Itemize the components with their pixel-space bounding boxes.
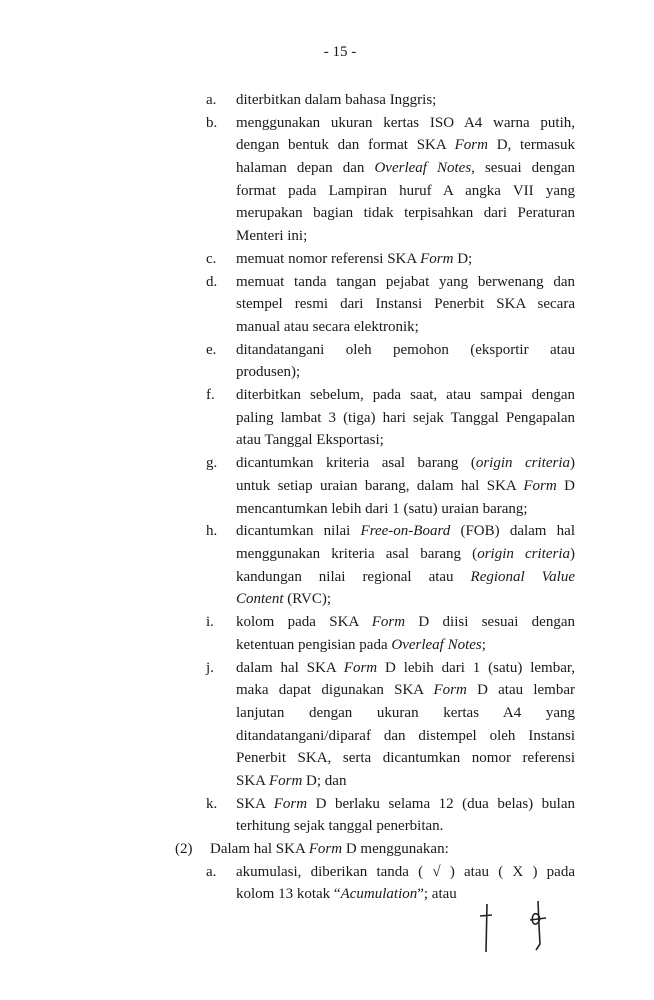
text-segment: ketentuan pengisian pada	[236, 636, 392, 653]
text-segment: )	[570, 455, 575, 472]
text-line	[236, 747, 575, 770]
italic-term: Form	[273, 795, 308, 812]
text-segment: kandungan nilai regional atau	[236, 568, 471, 585]
list-item-text	[236, 452, 575, 520]
text-line	[236, 225, 575, 248]
text-segment: atau Tanggal Eksportasi;	[236, 432, 384, 449]
text-segment: menggunakan ukuran kertas ISO A4 warna putih,	[236, 114, 575, 131]
text-segment: D diisi sesuai dengan	[405, 614, 575, 631]
list-item-label: e.	[206, 341, 217, 358]
text-line	[236, 793, 575, 816]
list-item-label: i.	[206, 614, 214, 631]
list-item-text	[236, 611, 575, 656]
list-item-label: b.	[206, 114, 218, 131]
text-segment: D	[556, 477, 575, 494]
text-segment: D berlaku selama 12 (dua belas) bulan	[307, 795, 576, 812]
text-line	[236, 248, 575, 271]
text-line	[236, 657, 575, 680]
text-line	[236, 770, 575, 793]
italic-term: Form	[454, 137, 488, 154]
text-segment: diterbitkan dalam bahasa Inggris;	[236, 92, 437, 108]
text-line	[210, 838, 575, 861]
text-segment: D, termasuk	[487, 137, 575, 154]
text-line	[236, 498, 575, 521]
list-item-label: (2)	[175, 841, 193, 858]
text-line	[236, 634, 575, 657]
text-line	[236, 384, 575, 407]
text-segment: D;	[453, 250, 473, 267]
list-item-text	[236, 112, 575, 248]
text-line	[236, 702, 575, 725]
text-line	[236, 134, 575, 157]
text-line	[236, 407, 575, 430]
text-line	[236, 89, 575, 112]
list-item-label: c.	[206, 250, 217, 267]
text-line	[236, 725, 575, 748]
text-segment: (FOB) dalam hal	[450, 523, 575, 540]
text-segment: dalam hal SKA	[236, 659, 344, 676]
text-segment: D atau lembar	[466, 682, 575, 699]
italic-term: Overleaf Notes	[391, 636, 482, 653]
text-line	[236, 520, 575, 543]
page-number: - 15 -	[323, 44, 357, 60]
text-segment: akumulasi, diberikan tanda ( √ ) atau ( X ) pada	[236, 863, 575, 880]
list-item-text	[236, 657, 575, 793]
text-segment: diterbitkan sebelum, pada saat, atau sampai dengan	[236, 387, 575, 404]
italic-term: Form	[420, 250, 454, 267]
italic-term: Regional Value	[470, 568, 575, 585]
text-segment: )	[570, 545, 576, 562]
text-segment: halaman depan dan	[236, 160, 375, 177]
text-segment: Penerbit SKA, serta dicantumkan nomor referensi	[236, 750, 575, 767]
text-line	[236, 815, 575, 838]
italic-term: Form	[433, 682, 467, 699]
list-item-text	[236, 248, 575, 271]
list-item-text	[236, 520, 575, 611]
list-item-label: j.	[206, 659, 214, 676]
italic-term: Acumulation	[340, 886, 418, 903]
text-segment: , sesuai dengan	[471, 160, 575, 177]
text-line	[236, 112, 575, 135]
italic-term: origin criteria	[477, 545, 571, 562]
text-segment: dicantumkan nilai	[236, 523, 361, 540]
text-segment: dicantumkan kriteria asal barang (	[236, 455, 476, 472]
text-segment: mencantumkan lebih dari 1 (satu) uraian barang;	[236, 500, 528, 517]
text-segment: SKA	[236, 795, 274, 812]
text-segment: ;	[481, 636, 486, 653]
text-segment: SKA	[236, 772, 269, 789]
text-line	[236, 543, 575, 566]
text-line	[236, 180, 575, 203]
text-line	[236, 611, 575, 634]
text-segment: merupakan bagian tidak terpisahkan dari Peraturan	[236, 205, 575, 222]
text-line	[236, 861, 575, 884]
list-item-label: f.	[206, 387, 215, 404]
list-item-label: a.	[206, 92, 217, 108]
initials-signature	[470, 900, 580, 960]
text-segment: paling lambat 3 (tiga) hari sejak Tanggal Pengapalan	[236, 409, 575, 426]
text-segment: manual atau secara elektronik;	[236, 318, 419, 335]
text-segment: menggunakan kriteria asal barang (	[236, 545, 478, 562]
text-line	[236, 157, 575, 180]
list-item-text	[236, 339, 575, 384]
list-item-label: g.	[206, 455, 218, 472]
text-segment: ditandatangani/diparaf dan distempel oleh Instansi	[236, 727, 575, 744]
text-line	[236, 588, 575, 611]
text-line	[236, 339, 575, 362]
list-item-label: h.	[206, 523, 218, 540]
text-segment: memuat tanda tangan pejabat yang berwenang dan	[236, 273, 575, 290]
text-line	[236, 429, 575, 452]
text-line	[236, 452, 575, 475]
text-segment: produsen);	[236, 364, 301, 381]
text-segment: memuat nomor referensi SKA	[236, 250, 421, 267]
list-item-text	[236, 384, 575, 452]
text-segment: dengan bentuk dan format SKA	[236, 137, 455, 154]
text-line	[236, 271, 575, 294]
text-line	[236, 293, 575, 316]
text-segment: kolom 13 kotak “	[236, 886, 341, 903]
text-segment: terhitung sejak tanggal penerbitan.	[236, 818, 444, 835]
text-segment: lanjutan dengan ukuran kertas A4 yang	[236, 704, 575, 721]
italic-term: Form	[308, 841, 343, 858]
text-line	[236, 475, 575, 498]
italic-term: Form	[523, 477, 557, 494]
italic-term: Form	[343, 659, 378, 676]
list-item-label: k.	[206, 795, 218, 812]
list-item-text	[236, 271, 575, 339]
text-segment: format pada Lampiran huruf A angka VII yang	[236, 182, 575, 199]
list-item-label: d.	[206, 273, 218, 290]
italic-term: Overleaf Notes	[374, 160, 472, 177]
italic-term: Form	[371, 614, 406, 631]
italic-term: Form	[268, 772, 303, 789]
text-segment: ditandatangani oleh pemohon (eksportir atau	[236, 341, 575, 358]
text-segment: ”; atau	[417, 886, 457, 903]
text-line	[236, 316, 575, 339]
text-segment: Menteri ini;	[236, 228, 308, 245]
list-item-text	[210, 838, 575, 861]
text-segment: untuk setiap uraian barang, dalam hal SKA	[236, 477, 524, 494]
italic-term: Content	[236, 591, 284, 608]
text-segment: maka dapat digunakan SKA	[236, 682, 434, 699]
list-item-text	[236, 89, 575, 112]
list-item-label: a.	[206, 863, 217, 880]
text-line	[236, 202, 575, 225]
text-line	[236, 361, 575, 384]
italic-term: origin criteria	[475, 455, 570, 472]
text-segment: Dalam hal SKA	[210, 841, 309, 858]
text-segment: D; dan	[302, 772, 347, 789]
text-segment: D menggunakan:	[342, 841, 449, 858]
text-segment: D lebih dari 1 (satu) lembar,	[377, 659, 576, 676]
text-segment: (RVC);	[283, 591, 332, 608]
list-item-text	[236, 793, 575, 838]
italic-term: Free-on-Board	[360, 523, 451, 540]
text-line	[236, 566, 575, 589]
text-segment: stempel resmi dari Instansi Penerbit SKA secara	[236, 296, 575, 313]
text-line	[236, 679, 575, 702]
text-segment: kolom pada SKA	[236, 614, 372, 631]
